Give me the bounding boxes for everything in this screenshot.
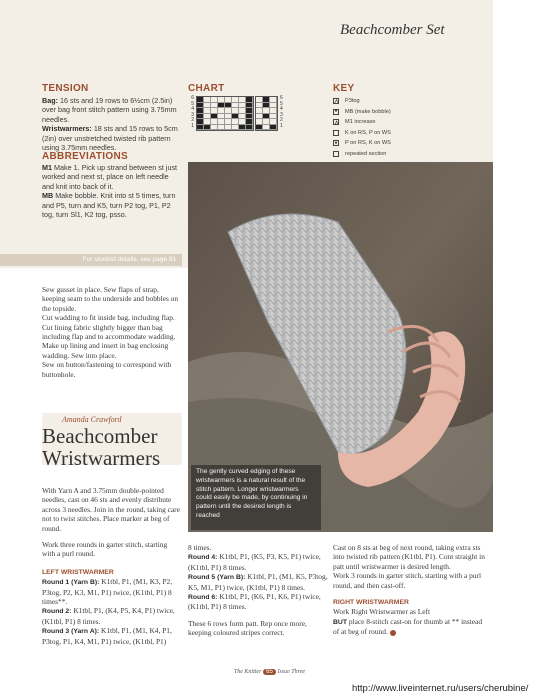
- tension-text: [42, 96, 182, 152]
- key-item: M1 increase: [333, 117, 483, 128]
- pattern-title: Beachcomber Wristwarmers: [42, 424, 161, 470]
- left-wristwarmer-heading: LEFT WRISTWARMER: [42, 568, 114, 576]
- round-2: Round 2: K1tbl, P1, (K4, P5, K4, P1) twice, (K1tbl, P1) 8 times.: [42, 606, 175, 626]
- wristwarmers-text: 18 sts and 15 rows to 5cm (2in) over unstretched twisted rib pattern using 3.75mm needles.: [42, 124, 178, 153]
- column-1: [42, 486, 182, 646]
- abbreviations-text: [42, 163, 182, 219]
- knit-symbol-icon: [333, 130, 339, 136]
- chart-heading: CHART: [188, 83, 225, 94]
- watermark-url: http://www.liveinternet.ru/users/cherubine/: [352, 683, 529, 694]
- key-list: [333, 96, 483, 159]
- key-item: K on RS, P on WS: [333, 128, 483, 139]
- round-3: Round 3 (Yarn A): K1tbl, P1, (M1, K4, P1, P3tog, P1, K4, M1, P1) twice, (K1tbl, P1): [42, 626, 172, 646]
- knitting-chart: [188, 96, 288, 136]
- series-title: Beachcomber Set: [340, 22, 445, 38]
- column-3: [333, 543, 488, 637]
- m1-label: M1: [42, 163, 52, 172]
- chart-row-numbers-right: 6 5 4 3 2 1: [280, 95, 283, 129]
- repeat-text: These 6 rows form patt. Rep once more, keeping coloured stripes correct.: [188, 618, 307, 638]
- abbreviations-heading: ABBREVIATIONS: [42, 151, 128, 162]
- end-marker-icon: [390, 630, 396, 636]
- p3tog-symbol-icon: [333, 98, 339, 104]
- chart-grid-left: [196, 96, 254, 131]
- finishing-instructions: Sew gusset in place. Sew flaps of strap, keeping seam to the underside and bobbles on the topside. Cut wadding to fit inside bag, including flap. Cut lining fabric slightly bigger than bag including flap and to accommodate wadding. Make up lining and insert in bag enclosing wadding. Sew into place. Sew on button/fastening to correspond with buttonhole.: [42, 285, 179, 379]
- right-wristwarmer-text: Work Right Wristwarmer as Left BUT place 8-stitch cast-on for thumb at ** instead of at beg of round.: [333, 607, 483, 637]
- stockist-bar: For stockist details, see page 91: [0, 254, 182, 266]
- key-item: ● P on RS, K on WS: [334, 139, 391, 147]
- issue-label: Issue Three: [277, 669, 306, 675]
- round-4: Round 4: K1tbl, P1, (K5, P3, K5, P1) twice, (K1tbl, P1) 8 times.: [188, 552, 321, 572]
- photo-caption: The gently curved edging of these wristwarmers is a natural result of the stitch pattern. Longer wristwarmers could easily be made, by continuing in pattern until the desired length is reached: [191, 465, 321, 530]
- m1-increase-symbol-icon: [333, 119, 339, 125]
- intro-text: With Yarn A and 3.75mm double-pointed needles, cast on 46 sts and evenly distribute across 3 needles. Join in the round, taking care not to twist stitches. Place marker at beg of round.: [42, 486, 180, 533]
- page-number: 65: [263, 669, 276, 675]
- garter-text: Work three rounds in garter stitch, starting with a purl round.: [42, 540, 168, 559]
- key-item: repeated section: [333, 149, 483, 160]
- key-item: P3tog: [333, 96, 483, 107]
- designer-name: Amanda Crawford: [62, 415, 122, 424]
- thumb-text: Cast on 8 sts at beg of next round, taking extra sts into twisted rib pattern (K1tbl, P1). Cont straight in patt until wristwarmer is desired length.: [333, 543, 485, 571]
- key-heading: KEY: [333, 83, 355, 94]
- bag-label: Bag:: [42, 96, 58, 105]
- purl-symbol-icon: ●: [334, 139, 338, 146]
- chart-row-numbers-left: 6 5 4 3 2 1: [191, 95, 194, 129]
- tension-heading: TENSION: [42, 83, 89, 94]
- round-6: Round 6: K1tbl, P1, (K6, P1, K6, P1) twice, (K1tbl, P1) 8 times.: [188, 592, 321, 612]
- page-footer: [0, 669, 539, 675]
- key-item: ● MB (make bobble): [334, 108, 391, 115]
- wristwarmers-label: Wristwarmers:: [42, 124, 92, 134]
- bag-text: 16 sts and 19 rows to 6½cm (2.5in) over bag front stitch pattern using 3.75mm needles.: [42, 96, 177, 124]
- repeat-symbol-icon: [333, 151, 339, 157]
- column-2: 8 times. Round 4: K1tbl, P1, (K5, P3, K5, P1) twice, (K1tbl, P1) 8 times. Round 5 (Yarn B): K1tbl, P1, (M1, K5, P3tog, K5, M1, P1) twice, (K1tbl, P1) 8 times. Round 6: K1tbl, P1, (K6, P1, K6, P1) twice, (K1tbl, P1) 8 times. These 6 rows form patt. Rep once more, keeping coloured stripes correct.: [188, 543, 328, 638]
- round-5: Round 5 (Yarn B): K1tbl, P1, (M1, K5, P3tog, K5, M1, P1) twice, (K1tbl, P1) 8 times.: [188, 572, 328, 592]
- bobble-symbol-icon: ●: [334, 108, 338, 115]
- magazine-name: The Knitter: [233, 669, 262, 675]
- cast-off-text: Work 3 rounds in garter stitch, starting with a purl round, and then cast-off.: [333, 571, 482, 590]
- right-wristwarmer-heading: RIGHT WRISTWARMER: [333, 599, 409, 607]
- chart-grid-right: [255, 96, 278, 131]
- m1-text: Make 1. Pick up strand between st just worked and next st, place on left needle and knit into back of it.: [42, 163, 178, 191]
- mb-text: Make bobble. Knit into st 5 times, turn and P5, turn and K5, turn P2 tog, P1, P2 tog, turn Sl1, K2 tog, psso.: [42, 191, 176, 220]
- round-1: Round 1 (Yarn B): K1tbl, P1, (M1, K3, P2, P3tog, P2, K3, M1, P1) twice, (K1tbl, P1) 8 times**.: [42, 577, 173, 607]
- mb-label: MB: [42, 191, 54, 201]
